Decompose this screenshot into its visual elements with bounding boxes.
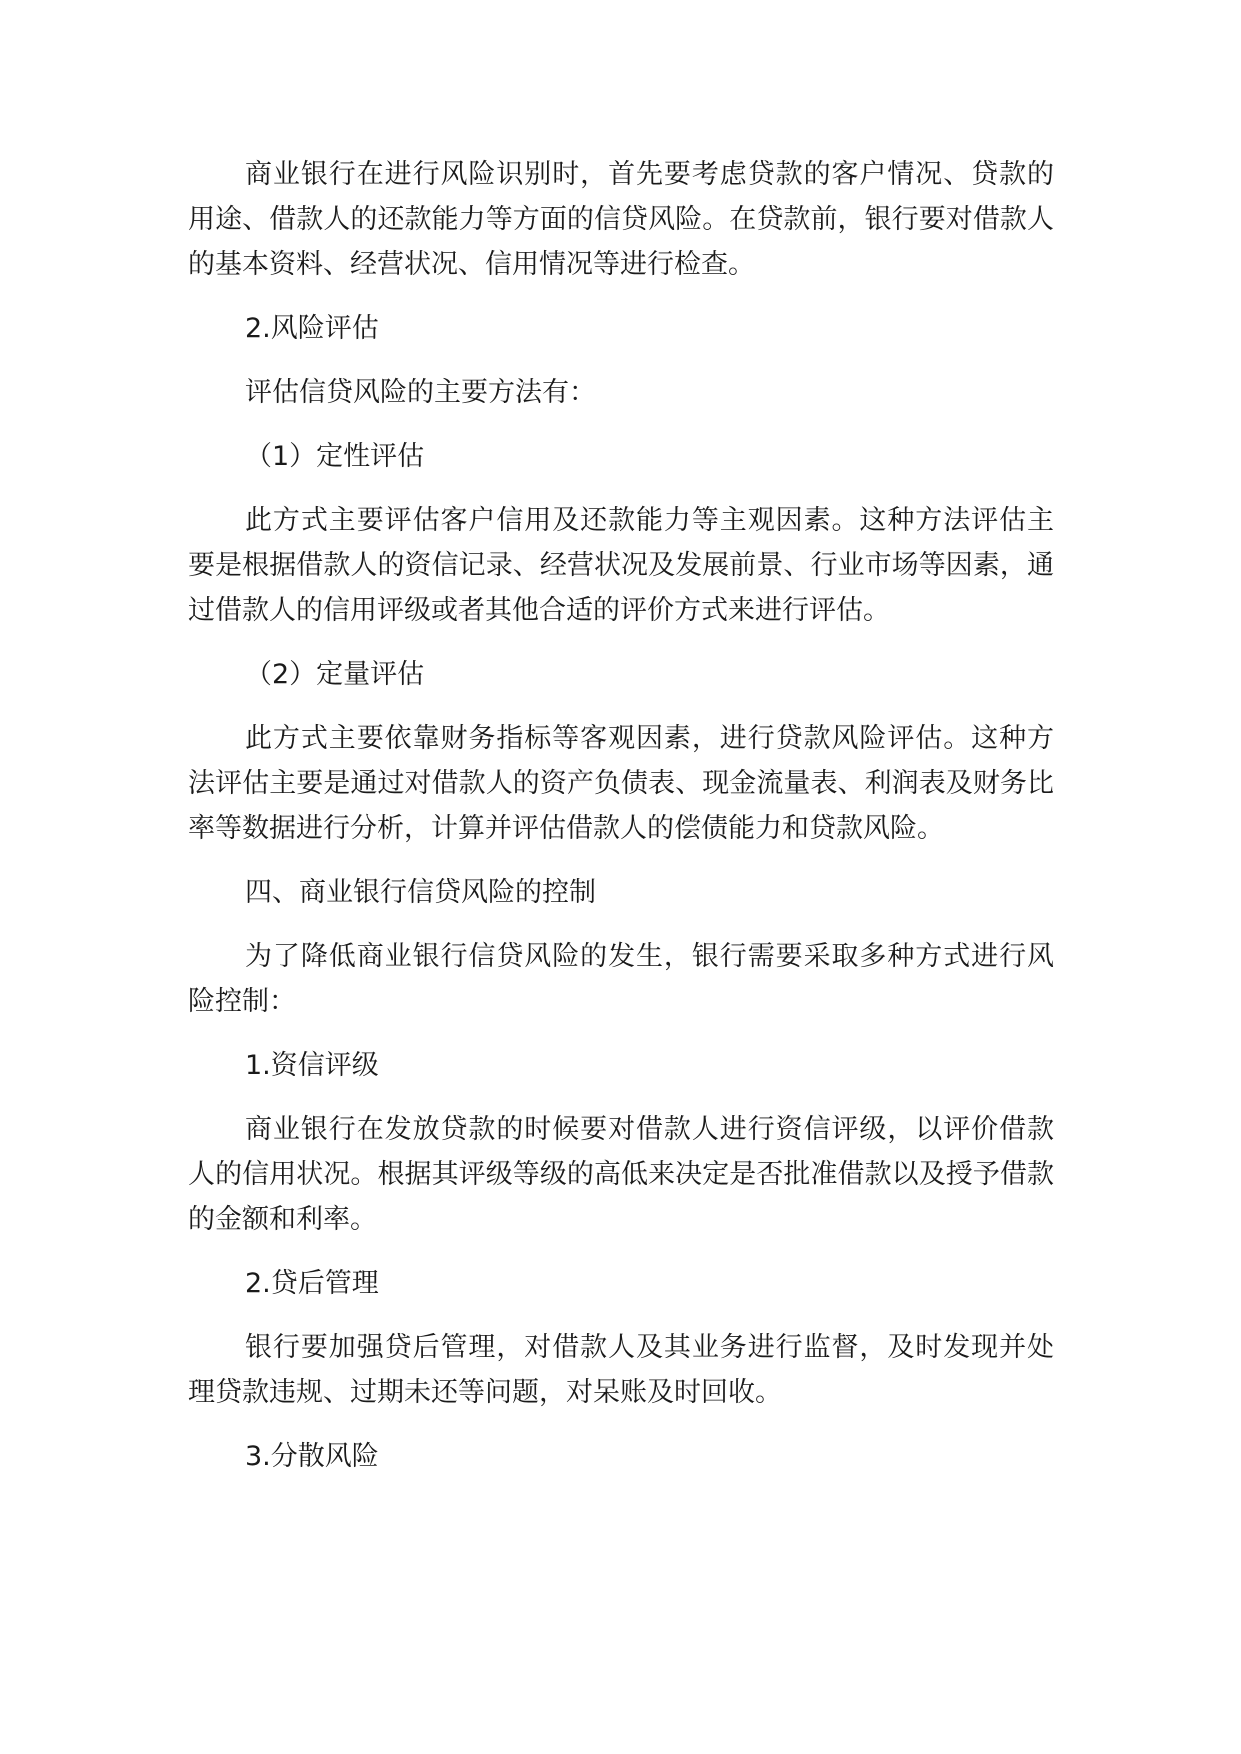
heading-post-loan-management: 2.贷后管理 <box>245 1268 379 1299</box>
paragraph-assessment-methods-intro: 评估信贷风险的主要方法有： <box>245 377 596 408</box>
heading-risk-diversification: 3.分散风险 <box>245 1441 379 1472</box>
paragraph-post-loan-management: 银行要加强贷后管理，对借款人及其业务进行监督，及时发现并处理贷款违规、过期未还等问题，对呆账及时回收。 <box>188 1332 1054 1408</box>
paragraph-credit-rating: 商业银行在发放贷款的时候要对借款人进行资信评级，以评价借款人的信用状况。根据其评级等级的高低来决定是否批准借款以及授予借款的金额和利率。 <box>188 1114 1054 1235</box>
paragraph-risk-control-intro: 为了降低商业银行信贷风险的发生，银行需要采取多种方式进行风险控制： <box>188 941 1054 1017</box>
paragraph-quantitative-assessment: 此方式主要依靠财务指标等客观因素，进行贷款风险评估。这种方法评估主要是通过对借款人的资产负债表、现金流量表、利润表及财务比率等数据进行分析，计算并评估借款人的偿债能力和贷款风险。 <box>188 723 1054 844</box>
heading-credit-risk-control: 四、商业银行信贷风险的控制 <box>245 877 596 908</box>
document-body <box>188 152 1054 1498</box>
heading-quantitative-assessment: （2）定量评估 <box>245 659 425 690</box>
paragraph-risk-identification: 商业银行在进行风险识别时，首先要考虑贷款的客户情况、贷款的用途、借款人的还款能力等方面的信贷风险。在贷款前，银行要对借款人的基本资料、经营状况、信用情况等进行检查。 <box>188 159 1054 280</box>
heading-qualitative-assessment: （1）定性评估 <box>245 441 425 472</box>
heading-credit-rating: 1.资信评级 <box>245 1050 379 1081</box>
paragraph-qualitative-assessment: 此方式主要评估客户信用及还款能力等主观因素。这种方法评估主要是根据借款人的资信记录、经营状况及发展前景、行业市场等因素，通过借款人的信用评级或者其他合适的评价方式来进行评估。 <box>188 505 1054 626</box>
heading-risk-assessment: 2.风险评估 <box>245 313 379 344</box>
